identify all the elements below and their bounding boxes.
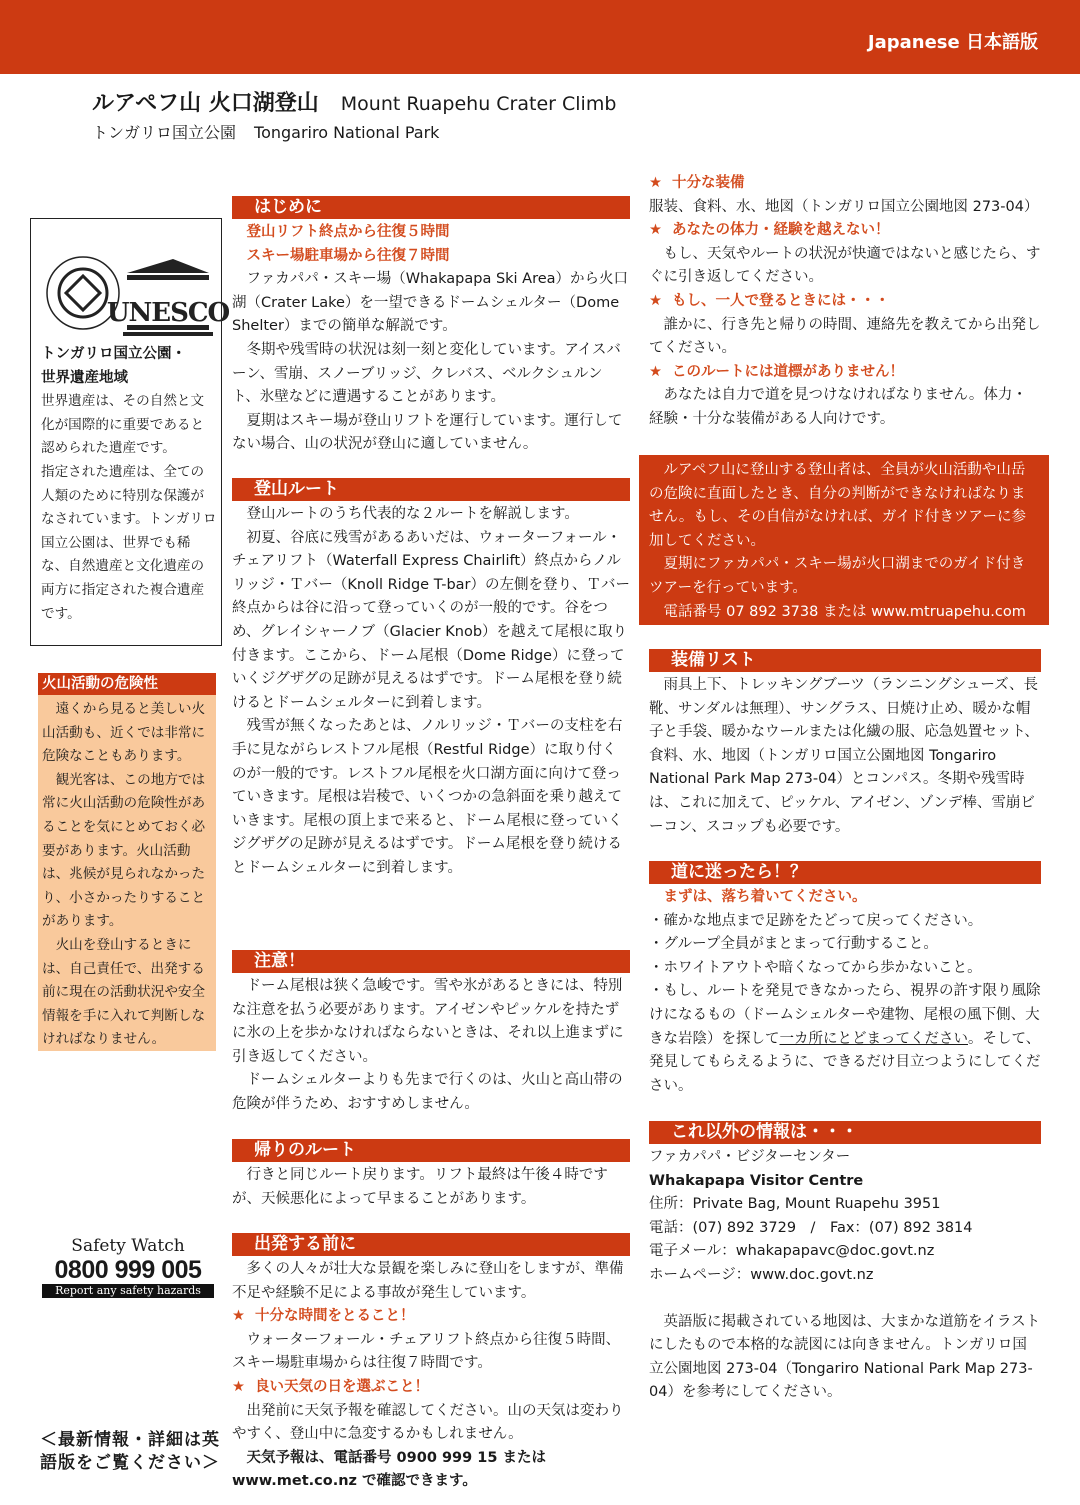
lost-subheading: まずは、落ち着いてください。 [663, 889, 867, 905]
page-title [92, 86, 616, 117]
lost-bullet-emphasis: 一カ所にとどまってください [779, 1030, 968, 1047]
warning-paragraph: 夏期にファカパパ・スキー場が火口湖までのガイド付きツアーを行っています。 [649, 556, 1026, 596]
heritage-logos [43, 249, 230, 339]
point-ability-text: もし、天気やルートの状況が快適ではないと感じたら、すぐに引き返してください。 [649, 245, 1041, 286]
intro-paragraph: 冬期や残雪時の状況は刻一刻と変化しています。アイスバーン、雪崩、スノーブリッジ、クレバス、ベルクシュルント、氷壁などに遭遇することがあります。 [232, 341, 621, 406]
return-paragraph: 行きと同じルート戻ります。リフト最終は午後４時ですが、天候悪化によって早まることがあります。 [232, 1167, 608, 1207]
route-heading: 登山ルート [232, 478, 630, 501]
before-paragraph: ウォーターフォール・チェアリフト終点から往復５時間、スキー場駐車場からは往復７時間です。 [232, 1331, 621, 1372]
more-info-heading: これ以外の情報は・・・ [649, 1121, 1041, 1144]
intro-heading: はじめに [232, 196, 630, 219]
lost-bullet: ・確かな地点まで足跡をたどって戻ってください。 [649, 912, 983, 929]
caution-heading: 注意！ [232, 950, 630, 973]
volcanic-hazard-box [38, 673, 216, 1051]
top-banner [0, 0, 1080, 74]
safety-watch-title: Safety Watch [71, 1236, 185, 1256]
contact-phone: 電話：(07) 892 3729 / Fax：(07) 892 3814 [649, 1219, 973, 1236]
wh-title-2: 世界遺産地域 [41, 369, 128, 386]
gear-heading: 装備リスト [649, 649, 1041, 672]
volcanic-paragraph: 遠くから見ると美しい火山活動も、近くでは非常に危険なこともあります。 [42, 701, 206, 765]
safety-watch-tagline: Report any safety hazards [42, 1284, 214, 1298]
caution-paragraph: ドームシェルターよりも先まで行くのは、火山と高山帯の危険が伴うため、おすすめしません。 [232, 1072, 623, 1112]
lost-bullet-part: 。そして、発見してもらえるように、できるだけ目立つようにしてください。 [649, 1030, 1041, 1094]
more-info-section [649, 1121, 1041, 1405]
wh-title-1: トンガリロ国立公園・ [41, 346, 186, 362]
wh-paragraph: 指定された遺産は、全ての人類のために特別な保護がなされています。トンガリロ国立公園は、世界でも稀な、自然遺産と文化遺産の両方に指定された複合遺産です。 [41, 463, 217, 622]
point-equipment: ★ 十分な装備 [649, 172, 1041, 196]
title-jp: ルアペフ山 火口湖登山 [92, 91, 319, 116]
intro-paragraph: 夏期はスキー場が登山リフトを運行しています。運行してない場合、山の状況が登山に適していません。 [232, 412, 623, 453]
safety-watch-logo [42, 1236, 214, 1298]
unesco-logo-text: UNESCO [106, 298, 230, 328]
lost-bullet: ・グループ全員がまとまって行動すること。 [649, 936, 938, 953]
page-subtitle [92, 120, 439, 143]
volcanic-heading: 火山活動の危険性 [38, 673, 216, 695]
route-section [232, 478, 630, 881]
volcanic-paragraph: 観光客は、この地方では常に火山活動の危険性があることを気にとめておく必要があります。火山活動は、兆候が見られなかったり、小さかったりすることがあります。 [42, 771, 206, 930]
map-note: 英語版に掲載されている地図は、大まかな道筋をイラストにしたもので本格的な読図には向きません。トンガリロ国立公園地図 273-04（Tongariro National Park Map 273-04）を参考にしてください。 [649, 1313, 1041, 1401]
contact-centre-en: Whakapapa Visitor Centre [649, 1172, 864, 1189]
point-no-signs-text: あなたは自力で道を見つけなければなりません。体力・経験・十分な装備がある人向けです。 [649, 387, 1027, 427]
wh-paragraph: 世界遺産は、その自然と文化が国際的に重要であると認められた遺産です。 [41, 393, 205, 457]
point-solo: ★ もし、一人で登るときには・・・ [649, 290, 1041, 314]
language-label: Japanese 日本語版 [867, 32, 1038, 53]
right-column [649, 172, 1041, 432]
return-section [232, 1139, 630, 1211]
before-point-time: ★ 十分な時間をとること！ [232, 1305, 630, 1329]
guided-tour-warning-box [639, 455, 1049, 625]
intro-section [232, 196, 630, 457]
title-en: Mount Ruapehu Crater Climb [340, 93, 617, 115]
weather-web: www.met.co.nz で確認できます。 [232, 1473, 477, 1490]
world-heritage-text [41, 343, 217, 626]
return-heading: 帰りのルート [232, 1139, 630, 1162]
subtitle-en: Tongariro National Park [254, 123, 440, 142]
warning-paragraph: ルアペフ山に登山する登山者は、全員が火山活動や山岳の危険に直面したとき、自分の判断ができなければなりません。もし、その自信がなければ、ガイド付きツアーに参加してください。 [649, 462, 1026, 549]
contact-address: 住所：Private Bag, Mount Ruapehu 3951 [649, 1196, 941, 1213]
before-paragraph: 出発前に天気予報を確認してください。山の天気は変わりやすく、登山中に急変するかもしれません。 [232, 1402, 624, 1443]
intro-time-carpark: スキー場駐車場から往復７時間 [246, 247, 450, 264]
volcanic-paragraph: 火山を登山するときには、自己責任で、出発する前に現在の活動状況や安全情報を手に入れて判断しなければなりません。 [42, 936, 206, 1048]
subtitle-jp: トンガリロ国立公園 [92, 123, 237, 142]
warning-contact: 電話番号 07 892 3738 または www.mtruapehu.com [663, 603, 1026, 620]
caution-section [232, 950, 630, 1117]
before-heading: 出発する前に [232, 1233, 630, 1256]
route-paragraph: 登山ルートのうち代表的な２ルートを解説します。 [246, 506, 579, 522]
point-ability: ★ あなたの体力・経験を越えない！ [649, 219, 1041, 243]
world-heritage-emblem-icon [43, 249, 230, 339]
world-heritage-box [30, 218, 230, 646]
lost-bullet [649, 980, 1041, 1098]
route-paragraph: 残雪が無くなったあとは、ノルリッジ・Ｔバーの支柱を右手に見ながらレストフル尾根（Restful Ridge）に取り付くのが一般的です。レストフル尾根を火口湖方面に向けて登っていきます。尾根は岩稜で、いくつかの急斜面を乗り越えていきます。尾根の頂上まで来ると、ドーム尾根に登っていくジグザグの足跡が見えるはずです。ドーム尾根を登り続けるとドームシェルターに到着します。 [232, 718, 623, 876]
intro-paragraph: ファカパパ・スキー場（Whakapapa Ski Area）から火口湖（Crater Lake）を一望できるドームシェルター（Dome Shelter）までの簡単な解説です。 [232, 271, 629, 335]
route-paragraph: 初夏、谷底に残雪があるあいだは、ウォーターフォール・チェアリフト（Waterfall Express Chairlift）終点からノルリッジ・Ｔバー（Knoll Ridge T-bar）の左側を登り、Ｔバー終点からは谷に沿って登っていくのが一般的です。谷をつめ、グレイシャーノブ（Glacier Knob）を越えて尾根に取り付きます。ここから、ドーム尾根（Dome Ridge）に登っていくジグザグの足跡が見えるはずです。ドーム尾根を登り続けるとドームシェルターに到着します。 [232, 529, 631, 711]
lost-section [649, 861, 1041, 1098]
safety-watch-number: 0800 999 005 [54, 1256, 202, 1284]
contact-email: 電子メール：whakapapavc@doc.govt.nz [649, 1243, 935, 1260]
point-no-signs: ★ このルートには道標がありません！ [649, 361, 1041, 385]
before-paragraph: 多くの人々が壮大な景観を楽しみに登山をしますが、準備不足や経験不足による事故が発生しています。 [232, 1261, 624, 1301]
point-solo-text: 誰かに、行き先と帰りの時間、連絡先を教えてから出発してください。 [649, 316, 1041, 357]
contact-website: ホームページ：www.doc.govt.nz [649, 1266, 874, 1283]
lost-heading: 道に迷ったら！？ [649, 861, 1041, 884]
weather-phone: 天気予報は、電話番号 0900 999 15 または [246, 1449, 546, 1466]
latest-info-note: ＜最新情報・詳細は英語版をご覧ください＞ [40, 1430, 220, 1473]
before-point-weather: ★ 良い天気の日を選ぶこと！ [232, 1376, 630, 1400]
lost-bullet: ・ホワイトアウトや暗くなってから歩かないこと。 [649, 959, 982, 976]
contact-centre-jp: ファカパパ・ビジターセンター [649, 1149, 851, 1165]
gear-paragraph: 雨具上下、トレッキングブーツ（ランニングシューズ、長靴、サンダルは無理）、サングラス、日焼け止め、暖かな帽子と手袋、暖かなウールまたは化繊の服、応急処置セット、食料、水、地図（トンガリロ国立公園地図 Tongariro National Park Map 273-04）とコンパス。冬期や残雪時は、これに加えて、ピッケル、アイゼン、ゾンデ棒、雪崩ビーコン、スコップも必要です。 [649, 677, 1039, 835]
intro-time-lift: 登山リフト終点から往復５時間 [246, 224, 450, 240]
caution-paragraph: ドーム尾根は狭く急峻です。雪や氷があるときには、特別な注意を払う必要があります。アイゼンやピッケルを持たずに氷の上を歩かなければならないときは、それ以上進まずに引き返してください。 [232, 978, 624, 1065]
lost-bullet-part: ・もし、ルートを発見できなかったら、視界の許す限り風除けになるもの（ドームシェルターや建物、尾根の風下側、大きな岩陰）を探して [649, 983, 1041, 1047]
gear-section [649, 649, 1041, 839]
before-section [232, 1233, 630, 1494]
point-equipment-text: 服装、食料、水、地図（トンガリロ国立公園地図 273-04） [649, 198, 1039, 215]
